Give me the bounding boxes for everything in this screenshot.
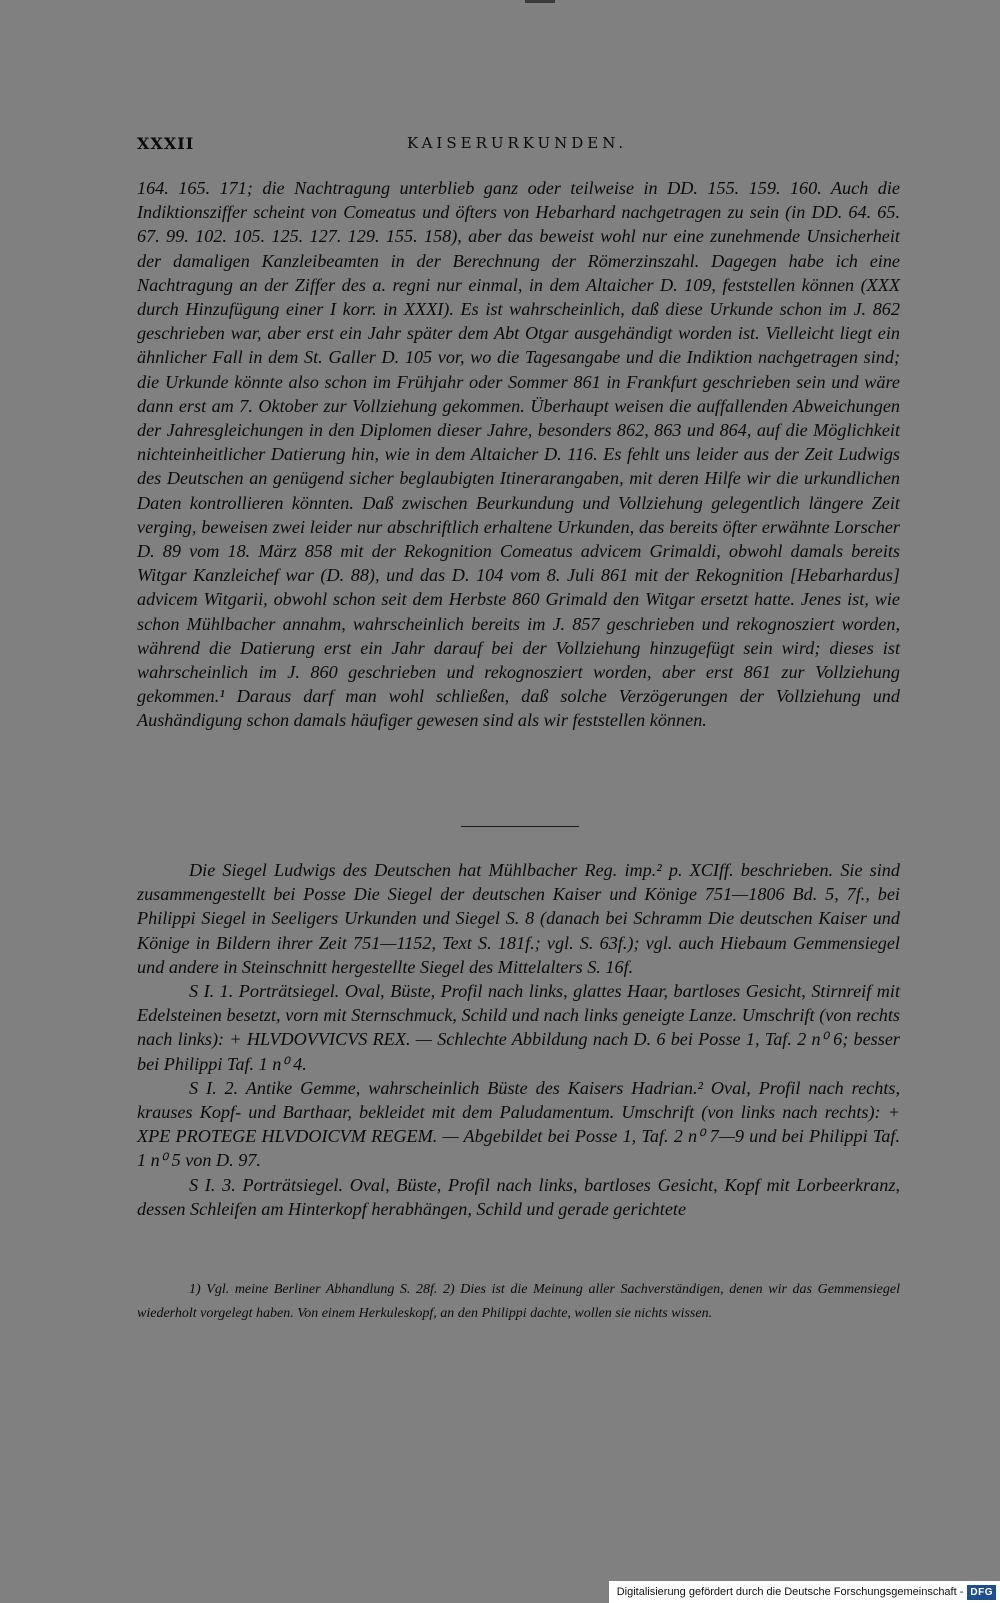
dfg-logo-icon: DFG [967,1585,996,1600]
footnotes [137,1278,900,1326]
seal-intro-paragraph: Die Siegel Ludwigs des Deutschen hat Mühlbacher Reg. imp.² p. XCIff. beschrieben. Sie sind zusammengestellt bei Posse Die Siegel der deutschen Kaiser und Könige 751—1806 Bd. 5, 7f., bei Philippi Siegel in Seeligers Urkunden und Siegel S. 8 (danach bei Schramm Die deutschen Kaiser und Könige in Bildern ihrer Zeit 751—1152, Text S. 181f.; vgl. S. 63f.); vgl. auch Hiebaum Gemmensiegel und andere in Steinschnitt hergestellte Siegel des Mittelalters S. 16f. [137,860,900,977]
seal-section [137,858,900,1221]
page-number: XXXII [137,134,195,153]
footnote-text: 1) Vgl. meine Berliner Abhandlung S. 28f. 2) Dies ist die Meinung aller Sachverständigen, denen wir das Gemmensiegel wiederholt vorgelegt haben. Von einem Herkuleskopf, an den Philippi dachte, wollen sie nichts wissen. [137,1282,900,1321]
seal-1-paragraph: S I. 1. Porträtsiegel. Oval, Büste, Profil nach links, glattes Haar, bartloses Gesicht, Stirnreif mit Edelsteinen besetzt, vorn mit Sternschmuck, Schild und nach links geneigte Lanze. Umschrift (von rechts nach links): + HLVDOVVICVS REX. — Schlechte Abbildung nach D. 6 bei Posse 1, Taf. 2 n⁰ 6; besser bei Philippi Taf. 1 n⁰ 4. [137,981,900,1074]
top-edge-mark [525,0,555,3]
credit-text: Digitalisierung gefördert durch die Deutsche Forschungsgemeinschaft - [616,1586,964,1598]
seal-3-paragraph: S I. 3. Porträtsiegel. Oval, Büste, Profil nach links, bartloses Gesicht, Kopf mit Lorbeerkranz, dessen Schleifen am Hinterkopf herabhängen, Schild und gerade gerichtete [137,1174,900,1219]
page-header [137,134,900,156]
main-paragraph: 164. 165. 171; die Nachtragung unterblieb ganz oder teilweise in DD. 155. 159. 160. Auch die Indiktionsziffer scheint von Comeatus und öfters von Hebarhard nachgetragen zu sein (in DD. 64. 65. 67. 99. 102. 105. 125. 127. 129. 155. 158), aber das beweist wohl nur eine zunehmende Unsicherheit der damaligen Kanzleibeamten in der Berechnung der Römerzinszahl. Dagegen habe ich eine Nachtragung an der Ziffer des a. regni nur einmal, in dem Altaicher D. 109, feststellen können (XXX durch Hinzufügung einer I korr. in XXXI). Es ist wahrscheinlich, daß diese Urkunde schon im J. 862 geschrieben war, aber erst ein Jahr später dem Abt Otgar ausgehändigt worden ist. Vielleicht liegt ein ähnlicher Fall in dem St. Galler D. 105 vor, wo die Tagesangabe und die Indiktion nachgetragen sind; die Urkunde könnte also schon im Frühjahr oder Sommer 861 in Frankfurt geschrieben sein und wäre dann erst am 7. Oktober zur Vollziehung gekommen. Überhaupt weisen die auffallenden Abweichungen der Jahresgleichungen in den Diplomen dieser Jahre, besonders 862, 863 und 864, auf die Möglichkeit nichteinheitlicher Datierung hin, wie in dem Altaicher D. 116. Es fehlt uns leider aus der Zeit Ludwigs des Deutschen an genügend sicher beglaubigten Itinerarangaben, mit deren Hilfe wir die urkundlichen Daten kontrollieren könnten. Daß zwischen Beurkundung und Vollziehung gelegentlich längere Zeit verging, beweisen zwei leider nur abschriftlich erhaltene Urkunden, das bereits öfter erwähnte Lorscher D. 89 vom 18. März 858 mit der Rekognition Comeatus advicem Grimaldi, obwohl damals bereits Witgar Kanzleichef war (D. 88), und das D. 104 vom 8. Juli 861 mit der Rekognition [Hebarhardus] advicem Witgarii, obwohl schon seit dem Herbste 860 Grimald den Witgar ersetzt hatte. Jenes ist, wie schon Mühlbacher annahm, wahrscheinlich bereits im J. 857 geschrieben und rekognosziert worden, während die Datierung erst ein Jahr darauf bei der Vollziehung hinzugefügt sein wird; dieses ist wahrscheinlich im J. 860 geschrieben und rekognosziert worden, aber erst 861 zur Vollziehung gekommen.¹ Daraus darf man wohl schließen, daß solche Verzögerungen der Vollziehung und Aushändigung schon damals häufiger gewesen sind als wir feststellen können. [137,178,900,731]
credit-bar [609,1581,1000,1603]
running-title: KAISERURKUNDEN. [407,134,628,152]
seal-2-paragraph: S I. 2. Antike Gemme, wahrscheinlich Büste des Kaisers Hadrian.² Oval, Profil nach rechts, krauses Kopf- und Barthaar, bekleidet mit dem Paludamentum. Umschrift (von links nach rechts): + XPE PROTEGE HLVDOICVM REGEM. — Abgebildet bei Posse 1, Taf. 2 n⁰ 7—9 und bei Philippi Taf. 1 n⁰ 5 von D. 97. [137,1077,900,1171]
section-divider [461,826,579,827]
